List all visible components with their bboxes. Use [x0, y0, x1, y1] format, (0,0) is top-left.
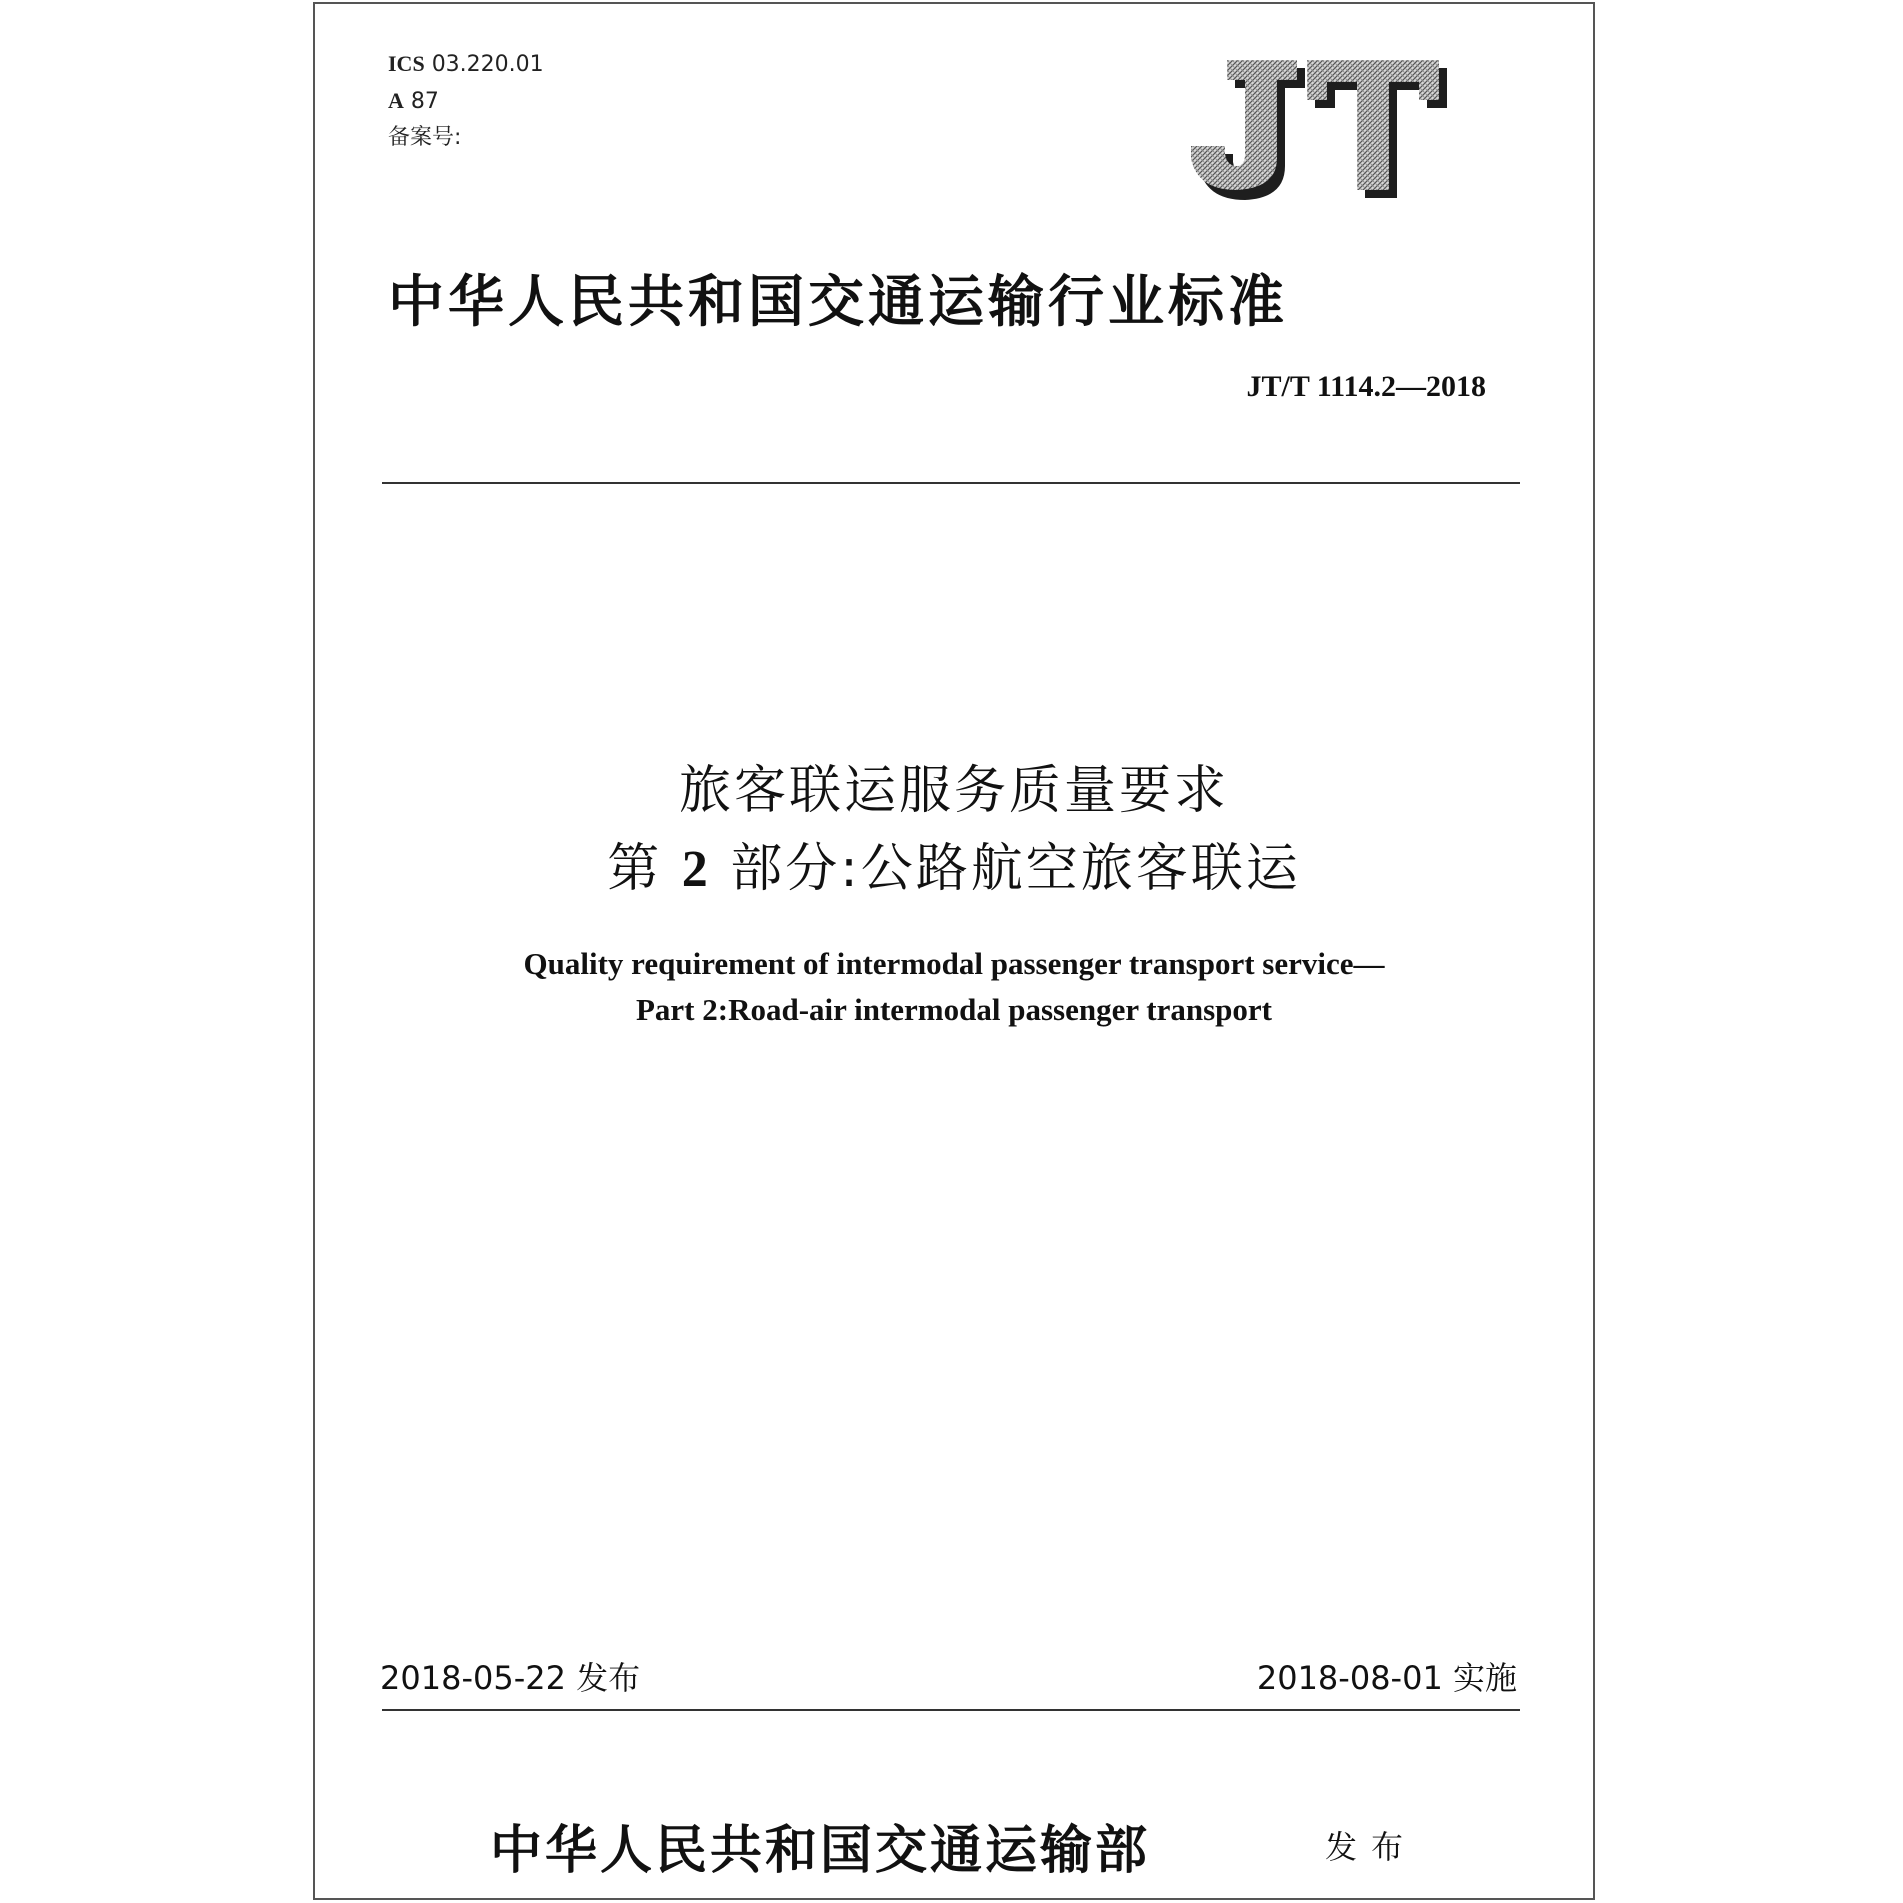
- industry-standard-title: 中华人民共和国交通运输行业标准: [388, 269, 1288, 335]
- chinese-title-part-number: 2: [681, 841, 711, 898]
- chinese-title-part-prefix: 第: [607, 839, 663, 899]
- issuing-authority: 中华人民共和国交通运输部: [490, 1820, 1151, 1881]
- publish-date: 2018-05-22 发布: [380, 1659, 641, 1697]
- ics-line: [388, 46, 544, 83]
- ics-value: 03.220.01: [431, 52, 544, 77]
- top-divider: [382, 482, 1520, 484]
- implement-date: 2018-08-01 实施: [1256, 1659, 1517, 1697]
- english-title-line-1: Quality requirement of intermodal passenger transport service—: [523, 946, 1385, 981]
- jt-logo: [1175, 58, 1450, 208]
- class-label: A: [388, 88, 404, 113]
- chinese-title-line-2: [313, 826, 1595, 901]
- english-title-line-2: Part 2:Road-air intermodal passenger transport: [635, 992, 1272, 1027]
- standard-number: JT/T 1114.2—2018: [1246, 370, 1486, 403]
- classification-block: [388, 46, 544, 156]
- class-line: [388, 83, 544, 120]
- issued-label: 发布: [1325, 1828, 1418, 1866]
- class-value: 87: [410, 89, 439, 114]
- bottom-divider: [382, 1709, 1520, 1711]
- chinese-title-part-rest: 部分:公路航空旅客联运: [730, 839, 1301, 899]
- filing-label: 备案号:: [388, 125, 462, 150]
- filing-line: [388, 120, 544, 156]
- ics-label: ICS: [388, 51, 425, 76]
- chinese-title-line-1: 旅客联运服务质量要求: [678, 761, 1229, 821]
